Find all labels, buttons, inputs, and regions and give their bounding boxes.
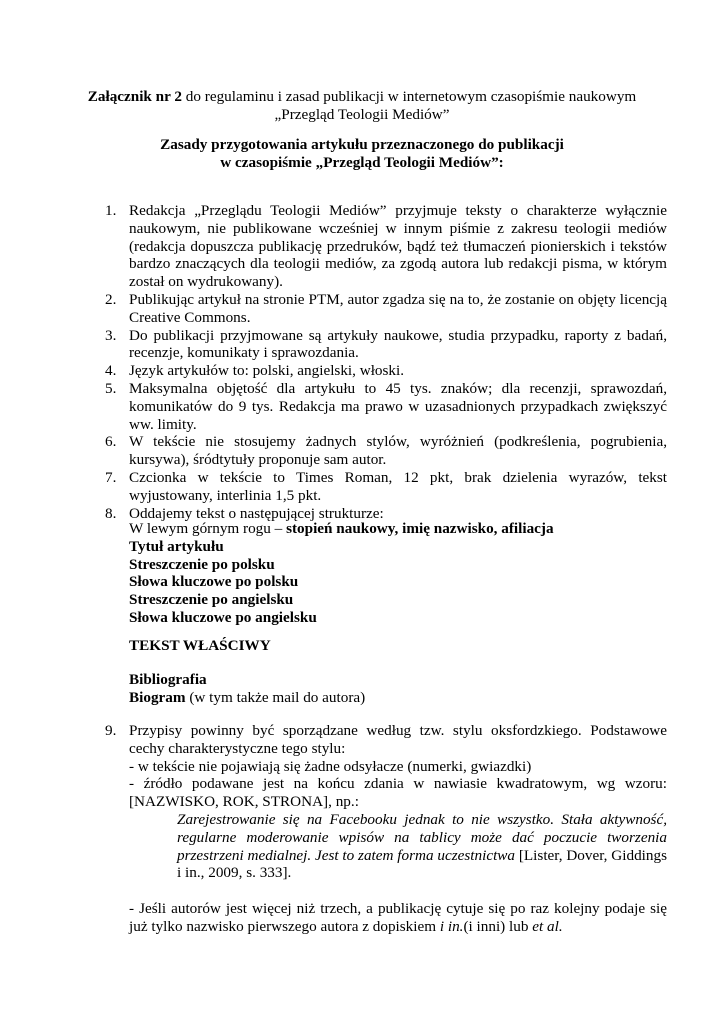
attachment-line xyxy=(0,88,724,106)
structure-line: Streszczenie po angielsku xyxy=(129,591,294,609)
structure-line: Tytuł artykułu xyxy=(129,537,224,555)
item-text: W tekście nie stosujemy żadnych stylów, wyróżnień (podkreślenia, pogrubienia, kursywa), śródtytuły proponuje sam autor. xyxy=(129,433,667,469)
corner-bold: stopień naukowy, imię nazwisko, afiliacja xyxy=(286,520,554,537)
note-italic-1: i in. xyxy=(439,917,464,935)
item-text: Język artykułów to: polski, angielski, włoski. xyxy=(129,362,405,380)
note-prefix: - Jeśli autorów jest więcej niż trzech, a publikację cytuje się po raz kolejny podaje się już tylko nazwisko pierwszego autora z dopiskiem xyxy=(129,899,667,935)
example-quote xyxy=(129,811,667,882)
item-number: 1. xyxy=(105,202,117,219)
item-number: 5. xyxy=(105,379,117,397)
list-item xyxy=(105,327,667,363)
main-text-heading: TEKST WŁAŚCIWY xyxy=(129,637,271,654)
item-number: 9. xyxy=(105,722,117,739)
item-number: 3. xyxy=(105,326,117,344)
title-line-1: Zasady przygotowania artykułu przeznaczonego do publikacji xyxy=(160,136,564,153)
item-number: 7. xyxy=(105,468,117,486)
rule-line: - w tekście nie pojawiają się żadne odsyłacze (numerki, gwiazdki) xyxy=(129,757,532,775)
item-text: Do publikacji przyjmowane są artykuły naukowe, studia przypadku, raporty z badań, recenzje, komunikaty i sprawozdania. xyxy=(129,326,667,362)
structure-line: Streszczenie po polsku xyxy=(129,555,275,573)
list-item xyxy=(105,433,667,469)
title-line-2: w czasopiśmie „Przegląd Teologii Mediów”: xyxy=(220,153,504,171)
bibliography-label: Bibliografia xyxy=(129,671,207,688)
structure-line: Słowa kluczowe po angielsku xyxy=(129,608,317,626)
bibliography-block xyxy=(129,671,667,707)
structure-line: Słowa kluczowe po polsku xyxy=(129,573,299,591)
item-number: 8. xyxy=(105,504,117,522)
item-text: Publikując artykuł na stronie PTM, autor zgadza się na to, że zostanie on objęty licencją Creative Commons. xyxy=(129,290,667,326)
list-item xyxy=(105,202,667,291)
item-text: Czcionka w tekście to Times Roman, 12 pkt, brak dzielenia wyrazów, tekst wyjustowany, interlinia 1,5 pkt. xyxy=(129,468,667,504)
biogram-line xyxy=(129,689,667,707)
rules-list xyxy=(105,202,667,522)
biogram-note: (w tym także mail do autora) xyxy=(185,688,366,706)
item-text: Redakcja „Przeglądu Teologii Mediów” przyjmuje teksty o charakterze wyłącznie naukowym, nie publikowane wcześniej w innym piśmie z zakresu teologii mediów (redakcja dopuszcza publikację przedruków, bądź też tłumaczeń pionierskich i tekstów bardzo znaczących dla teologii mediów, za zgodą autora lub redakcji pisma, w którym został on wydrukowany). xyxy=(129,202,667,291)
attachment-description: do regulaminu i zasad publikacji w internetowym czasopiśmie naukowym xyxy=(181,88,637,105)
list-item xyxy=(105,362,667,380)
list-item xyxy=(105,722,667,936)
biogram-label: Biogram xyxy=(129,688,186,706)
spacer xyxy=(129,882,667,900)
corner-line xyxy=(129,520,667,538)
corner-prefix: W lewym górnym rogu – xyxy=(129,520,287,537)
rule-line: - źródło podawane jest na końcu zdania w nawiasie kwadratowym, wg wzoru: [NAZWISKO, ROK, STRONA], np.: xyxy=(129,775,667,811)
item-text: Maksymalna objętość dla artykułu to 45 tys. znaków; dla recenzji, sprawozdań, komunikatów do 9 tys. Redakcja ma prawo w uzasadnionych przypadkach zwiększyć ww. limity. xyxy=(129,379,667,433)
authors-note xyxy=(129,900,667,936)
item-text: Przypisy powinny być sporządzane według tzw. stylu oksfordzkiego. Podstawowe cechy charakterystyczne tego stylu: xyxy=(129,722,667,757)
list-item xyxy=(105,291,667,327)
item-number: 2. xyxy=(105,290,117,308)
structure-block xyxy=(129,520,667,627)
document-title xyxy=(0,136,724,172)
note-middle: (i inni) lub xyxy=(463,917,533,935)
footnote-section xyxy=(105,722,667,936)
list-item xyxy=(105,469,667,505)
item-number: 6. xyxy=(105,433,117,451)
attachment-header xyxy=(0,88,724,124)
attachment-label: Załącznik nr 2 xyxy=(87,88,182,105)
list-item xyxy=(105,380,667,433)
item-text: Oddajemy tekst o następującej strukturze: xyxy=(129,504,384,522)
quote-reference: [Lister, Dover, Giddings i in., 2009, s. 333]. xyxy=(177,846,667,882)
note-italic-2: et al. xyxy=(532,917,563,935)
quote-text: Zarejestrowanie się na Facebooku jednak to nie wszystko. Stała aktywność, regularne moderowanie wpisów na tablicy może dać poczucie tworzenia przestrzeni medialnej. Jest to zatem forma uczestnictwa xyxy=(177,810,667,864)
item-number: 4. xyxy=(105,362,117,380)
journal-name: „Przegląd Teologii Mediów” xyxy=(274,105,450,123)
